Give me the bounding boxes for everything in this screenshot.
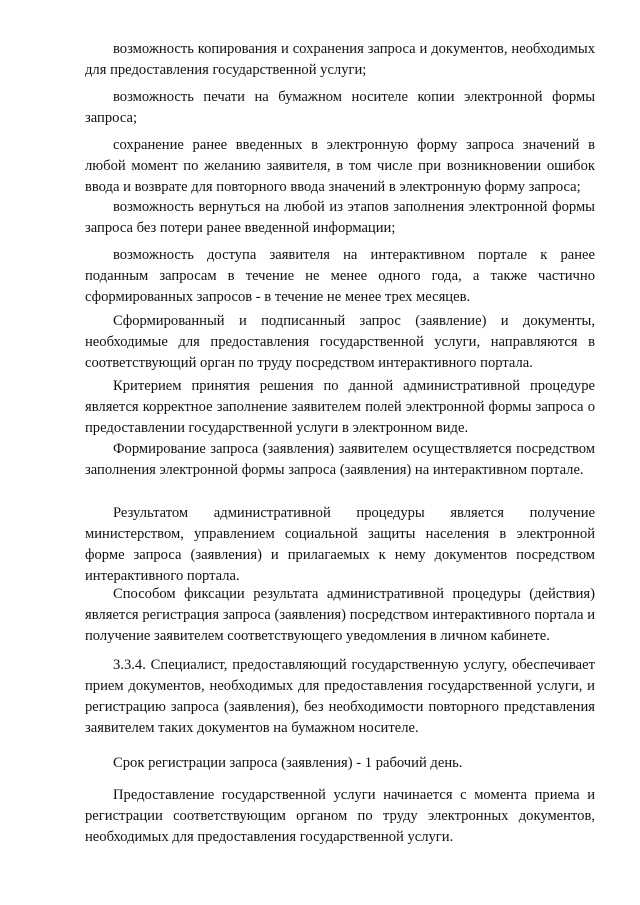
paragraph-specialist-3-3-4: 3.3.4. Специалист, предоставляющий государственную услугу, обеспечивает прием документов, необходимых для предоставления государственной услуги, и регистрацию запроса (заявления), без необходимости повторного представления заявителем таких документов на бумажном носителе.: [85, 657, 595, 736]
paragraph-save-values: сохранение ранее введенных в электронную форму запроса значений в любой момент по желанию заявителя, в том числе при возникновении ошибок ввода и возврате для повторного ввода значений в электронную форму запроса;: [85, 137, 595, 195]
paragraph-print: возможность печати на бумажном носителе копии электронной формы запроса;: [85, 89, 595, 126]
paragraph-signed-request: Сформированный и подписанный запрос (заявление) и документы, необходимые для предоставления государственной услуги, направляются в соответствующий орган по труду посредством интерактивного портала.: [85, 313, 595, 371]
paragraph-registration-term: Срок регистрации запроса (заявления) - 1 рабочий день.: [113, 755, 463, 771]
paragraph-decision-criterion: Критерием принятия решения по данной административной процедуре является корректное заполнение заявителем полей электронной формы запроса о предоставлении государственной услуги в электронном виде.: [85, 378, 595, 436]
paragraph-request-formation: Формирование запроса (заявления) заявителем осуществляется посредством заполнения электронной формы запроса (заявления) на интерактивном портале.: [85, 441, 595, 478]
paragraph-access-requests: возможность доступа заявителя на интерактивном портале к ранее поданным запросам в течение не менее одного года, а также частично сформированных запросов - в течение не менее трех месяцев.: [85, 247, 595, 305]
paragraph-procedure-result: Результатом административной процедуры является получение министерством, управлением социальной защиты населения в электронной форме запроса (заявления) и прилагаемых к нему документов посредством интерактивного портала.: [85, 505, 595, 584]
paragraph-copy-save: возможность копирования и сохранения запроса и документов, необходимых для предоставления государственной услуги;: [85, 41, 595, 78]
paragraph-return-step: возможность вернуться на любой из этапов заполнения электронной формы запроса без потери ранее введенной информации;: [85, 199, 595, 236]
paragraph-fixation-method: Способом фиксации результата административной процедуры (действия) является регистрация запроса (заявления) посредством интерактивного портала и получение заявителем соответствующего уведомления в личном кабинете.: [85, 586, 595, 644]
paragraph-service-start: Предоставление государственной услуги начинается с момента приема и регистрации соответствующим органом по труду электронных документов, необходимых для предоставления государственной услуги.: [85, 787, 595, 845]
